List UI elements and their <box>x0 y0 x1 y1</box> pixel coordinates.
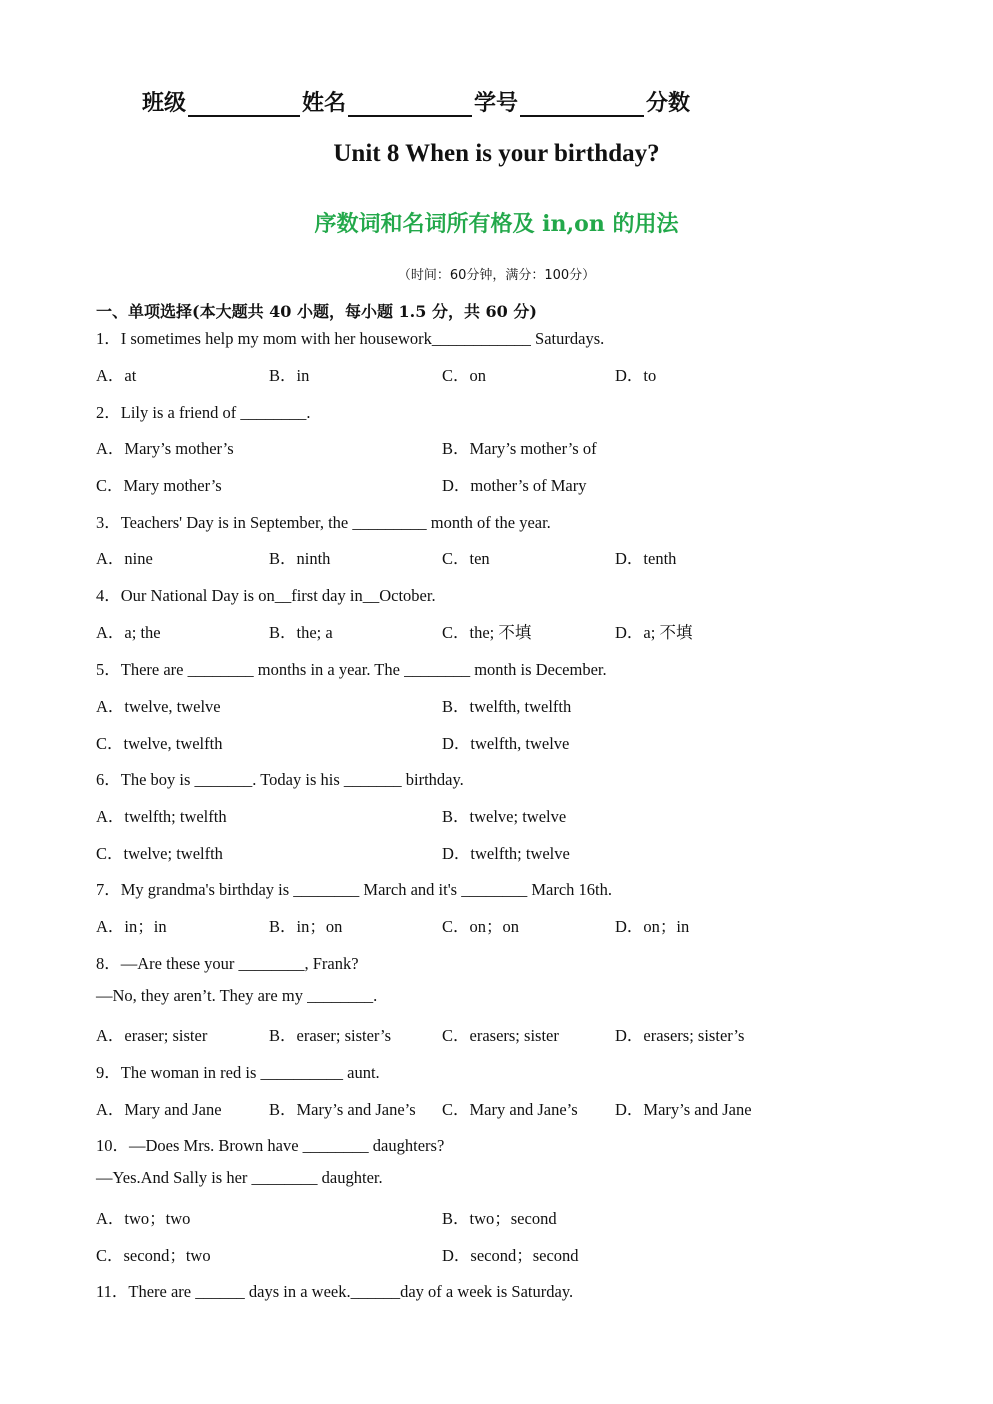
question-8-stem: 8．—Are these your ________, Frank? <box>96 954 359 973</box>
question-7-option-d: D．on；in <box>615 917 690 936</box>
question-5-option-a: A．twelve, twelve <box>96 697 221 716</box>
question-2-option-c: C．Mary mother’s <box>96 476 222 495</box>
question-1-option-a: A．at <box>96 366 137 385</box>
question-3-option-c: C．ten <box>442 549 490 568</box>
question-4-option-b: B．the; a <box>269 623 333 642</box>
question-2-stem: 2．Lily is a friend of ________. <box>96 403 311 422</box>
question-1-option-b: B．in <box>269 366 310 385</box>
question-6-stem: 6．The boy is _______. Today is his _______ birthday. <box>96 770 464 789</box>
question-4-option-d: D．a; 不填 <box>615 623 693 642</box>
class-blank <box>188 93 300 117</box>
question-10-option-c: C．second；two <box>96 1246 211 1265</box>
exam-meta: （时间：60分钟，满分：100分） <box>397 268 596 283</box>
question-10-stem: 10．—Does Mrs. Brown have ________ daughters? <box>96 1136 445 1155</box>
question-5-stem: 5．There are ________ months in a year. The ________ month is December. <box>96 660 607 679</box>
question-9-option-b: B．Mary’s and Jane’s <box>269 1100 416 1119</box>
question-7-option-a: A．in；in <box>96 917 167 936</box>
question-6-option-a: A．twelfth; twelfth <box>96 807 227 826</box>
question-4-option-c: C．the; 不填 <box>442 623 532 642</box>
question-7-option-b: B．in；on <box>269 917 343 936</box>
question-2-option-a: A．Mary’s mother’s <box>96 439 234 458</box>
name-label: 姓名 <box>302 90 347 116</box>
question-8-option-c: C．erasers; sister <box>442 1026 559 1045</box>
question-6-option-b: B．twelve; twelve <box>442 807 567 826</box>
question-9-option-a: A．Mary and Jane <box>96 1100 222 1119</box>
question-5-option-c: C．twelve, twelfth <box>96 734 223 753</box>
question-3-option-a: A．nine <box>96 549 153 568</box>
question-1-option-d: D．to <box>615 366 657 385</box>
question-9-option-c: C．Mary and Jane’s <box>442 1100 578 1119</box>
question-10-option-a: A．two；two <box>96 1209 191 1228</box>
question-7-option-c: C．on；on <box>442 917 520 936</box>
question-1-option-c: C．on <box>442 366 487 385</box>
question-5-option-d: D．twelfth, twelve <box>442 734 570 753</box>
id-blank <box>520 93 644 117</box>
question-6-option-d: D．twelfth; twelve <box>442 844 570 863</box>
page-title: Unit 8 When is your birthday? <box>333 140 660 167</box>
question-7-stem: 7．My grandma's birthday is ________ March and it's ________ March 16th. <box>96 880 613 899</box>
question-10-option-b: B．two；second <box>442 1209 557 1228</box>
question-10-option-d: D．second；second <box>442 1246 579 1265</box>
question-3-option-d: D．tenth <box>615 549 677 568</box>
question-8-option-b: B．eraser; sister’s <box>269 1026 392 1045</box>
id-label: 学号 <box>474 90 519 116</box>
question-8-option-d: D．erasers; sister’s <box>615 1026 745 1045</box>
question-8-stem-reply: —No, they aren’t. They are my ________. <box>96 986 378 1005</box>
score-label: 分数 <box>646 90 691 116</box>
question-6-option-c: C．twelve; twelfth <box>96 844 223 863</box>
question-3-option-b: B．ninth <box>269 549 331 568</box>
student-info-line <box>142 86 690 117</box>
question-4-option-a: A．a; the <box>96 623 161 642</box>
question-1-stem: 1．I sometimes help my mom with her housework____________ Saturdays. <box>96 329 605 348</box>
question-8-option-a: A．eraser; sister <box>96 1026 208 1045</box>
page-subtitle: 序数词和名词所有格及 in,on 的用法 <box>314 211 679 237</box>
question-9-stem: 9．The woman in red is __________ aunt. <box>96 1063 380 1082</box>
question-5-option-b: B．twelfth, twelfth <box>442 697 572 716</box>
question-2-option-b: B．Mary’s mother’s of <box>442 439 597 458</box>
name-blank <box>348 93 472 117</box>
question-4-stem: 4．Our National Day is on__first day in__October. <box>96 586 436 605</box>
class-label: 班级 <box>142 90 187 116</box>
section-heading: 一、单项选择(本大题共 40 小题，每小题 1.5 分，共 60 分) <box>96 302 537 321</box>
question-10-stem-reply: —Yes.And Sally is her ________ daughter. <box>96 1168 383 1187</box>
question-9-option-d: D．Mary’s and Jane <box>615 1100 752 1119</box>
question-11-stem: 11．There are ______ days in a week.______day of a week is Saturday. <box>96 1282 574 1301</box>
question-3-stem: 3．Teachers' Day is in September, the _________ month of the year. <box>96 513 551 532</box>
question-2-option-d: D．mother’s of Mary <box>442 476 587 495</box>
